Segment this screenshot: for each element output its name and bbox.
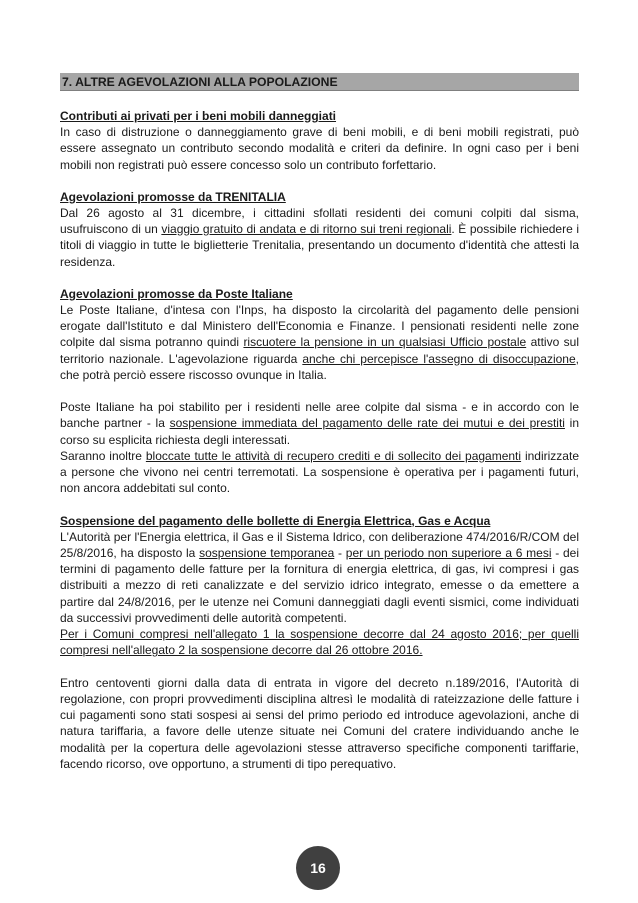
- page-number-badge: 16: [296, 846, 340, 890]
- heading-trenitalia: Agevolazioni promosse da TRENITALIA: [60, 189, 286, 204]
- paragraph-poste-1: Le Poste Italiane, d'intesa con l'Inps, ha disposto la circolarità del pagamento delle pensioni erogate dall'Istituto e dal Ministero dell'Economia e Finanze. I pensionati residenti nelle zone colpite dal sisma potranno quindi riscuotere la pensione in un qualsiasi Ufficio postale attivo sul territorio nazionale. L'agevolazione riguarda anche chi percepisce l'assegno di disoccupazione, che potrà perciò essere riscosso ovunque in Italia.: [60, 302, 579, 382]
- heading-poste: Agevolazioni promosse da Poste Italiane: [60, 286, 293, 301]
- underlined-text: viaggio gratuito di andata e di ritorno sui treni regionali: [161, 222, 452, 236]
- paragraph-poste-2: Poste Italiane ha poi stabilito per i residenti nelle aree colpite dal sisma - e in accordo con le banche partner - la sospensione immediata del pagamento delle rate dei mutui e dei prestiti in corso su esplicita richiesta degli interessati.: [60, 400, 580, 447]
- document-page: [60, 73, 579, 772]
- section-title: 7. ALTRE AGEVOLAZIONI ALLA POPOLAZIONE: [60, 73, 579, 91]
- heading-contributi: Contributi ai privati per i beni mobili danneggiati: [60, 109, 337, 123]
- paragraph-bollette-1: L'Autorità per l'Energia elettrica, il Gas e il Sistema Idrico, con deliberazione 474/2016/R/COM del 25/8/2016, ha disposto la sospensione temporanea - per un periodo non superiore a 6 mesi - dei termini di pagamento delle fatture per la fornitura di energia elettrica, di gas, ivi compresi i gas distribuiti a mezzo di reti canalizzate e del servizio idrico integrato, emesse o da emettere a partire dal 24/8/2016, per le utenze nei Comuni danneggiati dagli eventi sismici, come individuati da successivi provvedimenti delle autorità competenti.: [60, 529, 580, 625]
- paragraph-contributi: In caso di distruzione o danneggiamento grave di beni mobili, e di beni mobili registrati, può essere assegnato un contributo secondo modalità e criteri da definire. In ogni caso per i beni mobili non registrati può essere concesso solo un contributo forfettario.: [60, 125, 579, 172]
- paragraph-trenitalia: Dal 26 agosto al 31 dicembre, i cittadini sfollati residenti dei comuni colpiti dal sisma, usufruiscono di un viaggio gratuito di andata e di ritorno sui treni regionali. È possibile richiedere i titoli di viaggio in tutte le biglietterie Trenitalia, presentando un documento d'identità che attesti la residenza.: [60, 205, 579, 269]
- paragraph-poste-3: Saranno inoltre bloccate tutte le attività di recupero crediti e di sollecito dei pagamenti indirizzate a persone che vivono nei centri terremotati. La sospensione è operativa per i pagamenti futuri, non ancora addebitati sul conto.: [60, 448, 579, 496]
- heading-bollette: Sospensione del pagamento delle bollette di Energia Elettrica, Gas e Acqua: [60, 513, 491, 528]
- paragraph-bollette-allegati: Per i Comuni compresi nell'allegato 1 la sospensione decorre dal 24 agosto 2016; per quelli compresi nell'allegato 2 la sospensione decorre dal 26 ottobre 2016.: [60, 627, 579, 658]
- paragraph-bollette-2: Entro centoventi giorni dalla data di entrata in vigore del decreto n.189/2016, l'Autorità di regolazione, con propri provvedimenti disciplina altresì le modalità di rateizzazione delle fatture i cui pagamenti sono stati sospesi ai sensi del primo periodo ed introduce agevolazioni, anche di natura tariffaria, a favore delle utenze situate nei Comuni del cratere individuando anche le modalità per la copertura delle agevolazioni stesse attraverso specifiche componenti tariffarie, facendo ricorso, ove opportuno, a strumenti di tipo perequativo.: [60, 675, 579, 771]
